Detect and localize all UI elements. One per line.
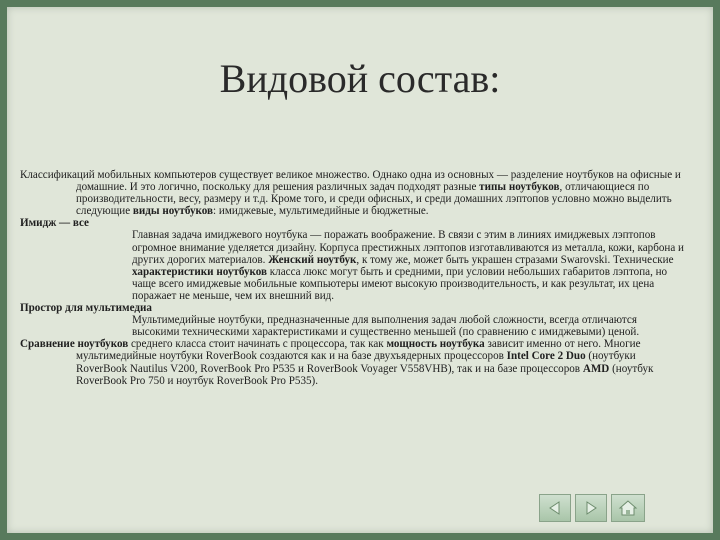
- compare-paragraph: [20, 338, 686, 386]
- image-body: [76, 229, 686, 302]
- back-icon: [546, 499, 564, 517]
- slide-panel: [7, 7, 713, 533]
- forward-button[interactable]: [575, 494, 607, 522]
- compare-bold-4: AMD: [582, 362, 610, 375]
- compare-text-3: (ноутбуки RoverBook Nautilus V200, RoverBook Pro P535 и RoverBook Voyager V558VHB), так и на базе процессоров: [76, 350, 636, 375]
- image-bold-specs: характеристики ноутбуков: [132, 265, 268, 278]
- image-bold-female: Женский ноутбук: [268, 253, 357, 266]
- forward-icon: [582, 499, 600, 517]
- compare-bold-3: Intel Core 2 Duo: [506, 350, 586, 363]
- compare-text-1: среднего класса стоит начинать с процессора, так как: [128, 338, 387, 351]
- image-text-2: , к тому же, может быть украшен стразами Swarovski. Технические: [356, 253, 674, 266]
- compare-bold-2: мощность ноутбука: [386, 338, 485, 351]
- image-heading: Имидж — все: [20, 217, 89, 230]
- intro-bold-kinds: виды ноутбуков: [132, 205, 214, 218]
- compare-text-2: зависит именно от него. Многие мультимедийные ноутбуки RoverBook создаются как и на базе двухъядерных процессоров: [76, 338, 641, 363]
- intro-text-end: : имиджевые, мультимедийные и бюджетные.: [213, 205, 429, 218]
- image-section: [20, 217, 686, 302]
- image-text-3: класса люкс могут быть и средними, при условии небольших габаритов лэптопа, но чаще всего имиджевые мобильные компьютеры имеют высокую производительность, и как результат, их цена поражает не меньше, чем их внешний вид.: [132, 265, 668, 302]
- intro-bold-types: типы ноутбуков: [479, 181, 560, 194]
- home-button[interactable]: [611, 494, 645, 522]
- slide-body: [20, 169, 686, 387]
- home-icon: [618, 499, 638, 517]
- back-button[interactable]: [539, 494, 571, 522]
- compare-bold-1: Сравнение ноутбуков: [20, 338, 129, 351]
- intro-text: Классификаций мобильных компьютеров существует великое множество. Однако одна из основных — разделение ноутбуков на офисные и домашние. И это логично, поскольку для решения различных задач подходят разные: [20, 169, 681, 194]
- image-text-1: Главная задача имиджевого ноутбука — поражать воображение. В связи с этим в линиях имиджевых лэптопов огромное внимание уделяется дизайну. Корпуса престижных лэптопов изготавливаются из металла, кожи, карбона и других дорогих материалов.: [132, 229, 684, 266]
- slide-title: Видовой состав:: [219, 56, 501, 101]
- multimedia-section: [20, 302, 686, 338]
- compare-text-4: (ноутбук RoverBook Pro 750 и ноутбук RoverBook Pro P535).: [76, 362, 654, 387]
- intro-text-mid: , отличающиеся по производительности, весу, размеру и т.д. Кроме того, и среди офисных, и среди домашних лэптопов условно можно выделить следующие: [76, 181, 672, 218]
- intro-paragraph: [20, 169, 686, 217]
- multimedia-text: Мультимедийные ноутбуки, предназначенные для выполнения задач любой сложности, всегда отличаются высокими техническими характеристиками и существенно меньшей (по сравнению с имиджевыми) ценой.: [132, 314, 640, 339]
- multimedia-heading: Простор для мультимедиа: [20, 302, 152, 315]
